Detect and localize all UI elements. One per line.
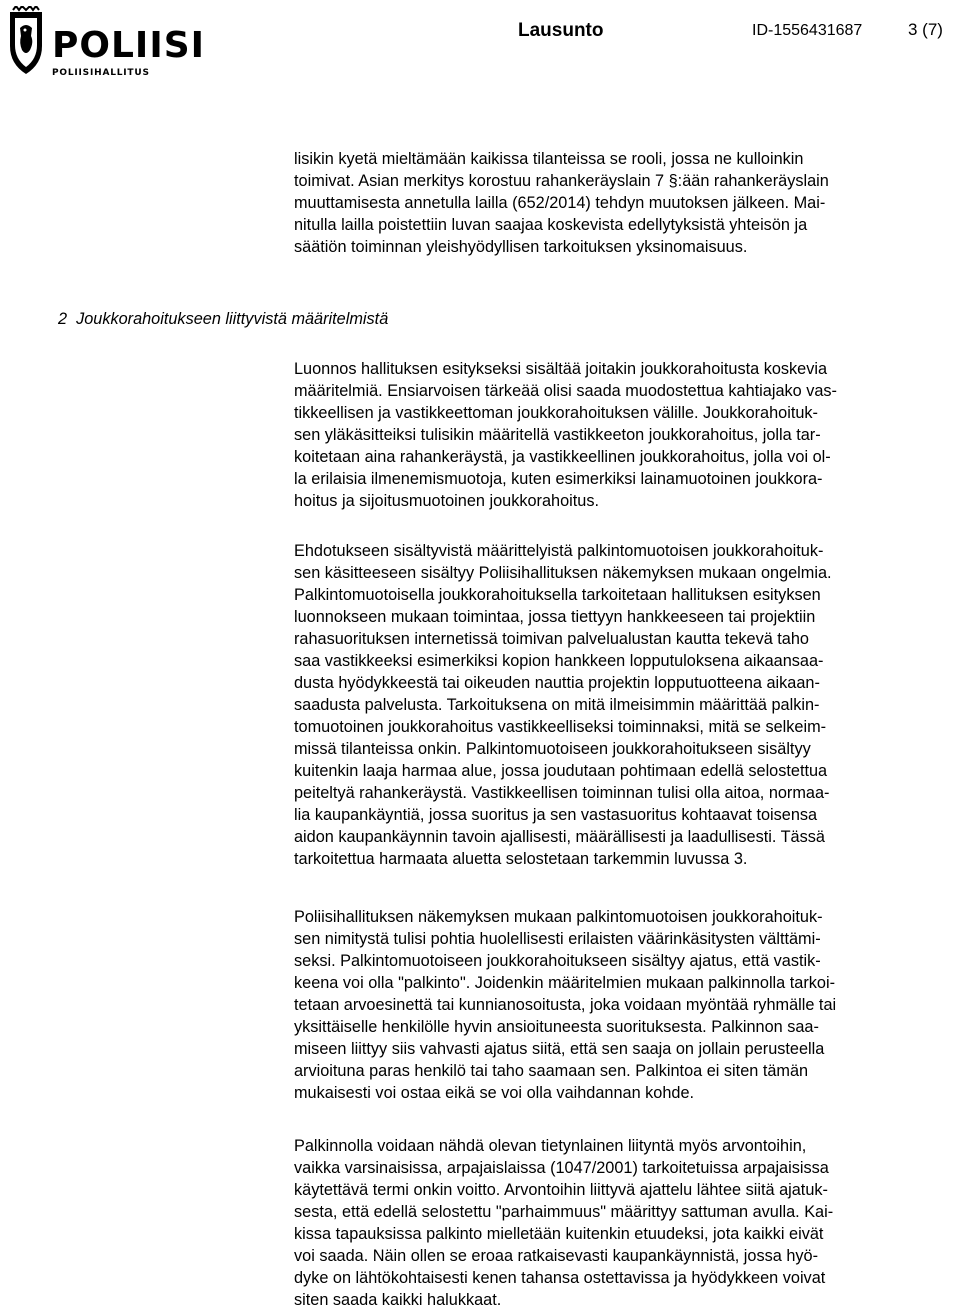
text-line: kissa tapauksissa palkinto mielletään kuitenkin etuudeksi, jota kaikki eivät — [294, 1225, 824, 1243]
text-line: Poliisihallituksen näkemyksen mukaan palkintomuotoisen joukkorahoituk- — [294, 908, 823, 926]
text-line: käytettävä termi onkin voitto. Arvontoihin liittyvä ajattelu lähtee siitä ajatuk- — [294, 1181, 828, 1199]
paragraph-2 — [294, 358, 954, 512]
text-line: missä tilanteissa onkin. Palkintomuotoiseen joukkorahoitukseen sisältyy — [294, 740, 811, 758]
text-line: tetaan arvoesinettä tai kunnianosoitusta, joka voidaan myöntää ryhmälle tai — [294, 996, 837, 1014]
text-line: toimivat. Asian merkitys korostuu rahankeräyslain 7 §:ään rahankeräyslain — [294, 172, 829, 190]
paragraph-4 — [294, 906, 954, 1104]
text-line: nitulla lailla poistettiin luvan saajaa koskevista edellytyksistä yhteisön ja — [294, 216, 808, 234]
text-line: Palkintomuotoisella joukkorahoituksella tarkoitetaan hallituksen esityksen — [294, 586, 821, 604]
text-line: sesta, että edellä selostettu "parhaimmuus" määrittyy sattuman avulla. Kai- — [294, 1203, 834, 1221]
text-line: aidon kaupankäynnin tavoin ajallisesti, määrällisesti ja laadullisesti. Tässä — [294, 828, 825, 846]
text-line: sen yläkäsitteiksi tulisikin määritellä vastikkeeton joukkorahoitus, jolla tar- — [294, 426, 821, 444]
text-line: tikkeellisen ja vastikkeettoman joukkorahoituksen välille. Joukkorahoituk- — [294, 404, 818, 422]
text-line: voi saada. Näin ollen se eroaa ratkaisevasti kaupankäynnistä, jossa hyö- — [294, 1247, 819, 1265]
text-line: Ehdotukseen sisältyvistä määrittelyistä palkintomuotoisen joukkorahoituk- — [294, 542, 824, 560]
text-line: sen nimitystä tulisi pohtia huolellisesti erilaisten väärinkäsitysten välttämi- — [294, 930, 821, 948]
text-line: lia kaupankäyntiä, jossa suoritus ja sen vastasuoritus kohtaavat toisensa — [294, 806, 818, 824]
text-line: seksi. Palkintomuotoiseen joukkorahoitukseen sisältyy ajatus, että vastik- — [294, 952, 821, 970]
section-title: Joukkorahoitukseen liittyvistä määritelmistä — [76, 310, 389, 328]
paragraph-3 — [294, 540, 954, 870]
text-line: dusta hyödykkeestä tai oikeuden nauttia projektin lopputuotteena aikaan- — [294, 674, 820, 692]
document-id: ID-1556431687 — [752, 22, 863, 39]
section-heading — [58, 310, 388, 329]
text-line: tarkoitettua harmaata aluetta selostetaan tarkemmin luvussa 3. — [294, 850, 748, 868]
section-number: 2 — [58, 310, 68, 328]
text-line: kuitenkin laaja harmaa alue, jossa joudutaan pohtimaan edellä selostettua — [294, 762, 828, 780]
lion-emblem-icon — [4, 6, 48, 78]
text-line: luonnokseen mukaan toimintaa, jossa tiettyyn hankkeeseen tai projektiin — [294, 608, 816, 626]
text-line: sen käsitteeseen sisältyy Poliisihallituksen näkemyksen mukaan ongelmia. — [294, 564, 832, 582]
text-line: määritelmiä. Ensiarvoisen tärkeää olisi saada muodostettua kahtiajako vas- — [294, 382, 837, 400]
text-line: rahasuorituksen internetissä toimivan palvelualustan kautta tekevä taho — [294, 630, 809, 648]
page-header — [0, 0, 960, 90]
text-line: saadusta palvelusta. Tarkoituksena on mitä ilmeisimmin määrittää palkin- — [294, 696, 820, 714]
text-line: yksittäiselle henkilölle hyvin ansioituneesta suorituksesta. Palkinnon saa- — [294, 1018, 819, 1036]
text-line: koitetaan aina rahankeräystä, ja vastikkeellinen joukkorahoitus, jolla voi ol- — [294, 448, 831, 466]
poliisi-logo — [4, 6, 214, 82]
text-line: hoitus ja sijoitusmuotoinen joukkorahoitus. — [294, 492, 599, 510]
text-line: peiteltyä rahankeräystä. Vastikkeellisen toiminnan tulisi olla aitoa, normaa- — [294, 784, 830, 802]
text-line: muuttamisesta annetulla lailla (652/2014) tehdyn muutoksen jälkeen. Mai- — [294, 194, 826, 212]
paragraph-5 — [294, 1135, 954, 1311]
text-line: vaikka varsinaisissa, arpajaislaissa (1047/2001) tarkoitetuissa arpajaisissa — [294, 1159, 829, 1177]
text-line: mukaisesti voi ostaa eikä se voi olla vaihdannan kohde. — [294, 1084, 695, 1102]
document-type: Lausunto — [518, 20, 604, 41]
page-number: 3 (7) — [908, 20, 943, 39]
text-line: arvioituna paras henkilö tai taho saamaan sen. Palkintoa ei siten tämän — [294, 1062, 809, 1080]
text-line: saa vastikkeeksi esimerkiksi kopion hankkeen lopputuloksena aikaansaa- — [294, 652, 824, 670]
text-line: tomuotoinen joukkorahoitus vastikkeelliseksi toiminnaksi, mitä se selkeim- — [294, 718, 827, 736]
text-line: säätiön toiminnan yleishyödyllisen tarkoituksen yksinomaisuus. — [294, 238, 748, 256]
text-line: siten saada kaikki halukkaat. — [294, 1291, 502, 1309]
text-line: lisikin kyetä mieltämään kaikissa tilanteissa se rooli, jossa ne kulloinkin — [294, 150, 804, 168]
text-line: Luonnos hallituksen esitykseksi sisältää joitakin joukkorahoitusta koskevia — [294, 360, 828, 378]
text-line: dyke on lähtökohtaisesti kenen tahansa ostettavissa ja hyödykkeen voivat — [294, 1269, 826, 1287]
text-line: la erilaisia ilmenemismuotoja, kuten esimerkiksi lainamuotoinen joukkora- — [294, 470, 823, 488]
paragraph-1 — [294, 148, 954, 258]
logo-wordmark: POLIISI — [52, 25, 206, 66]
text-line: keena voi olla "palkinto". Joidenkin määritelmien mukaan palkinnolla tarkoi- — [294, 974, 835, 992]
logo-subtitle: POLIISIHALLITUS — [52, 68, 150, 78]
text-line: miseen liittyy siis vahvasti ajatus siitä, että sen saaja on jollain perusteella — [294, 1040, 825, 1058]
text-line: Palkinnolla voidaan nähdä olevan tietynlainen liityntä myös arvontoihin, — [294, 1137, 807, 1155]
